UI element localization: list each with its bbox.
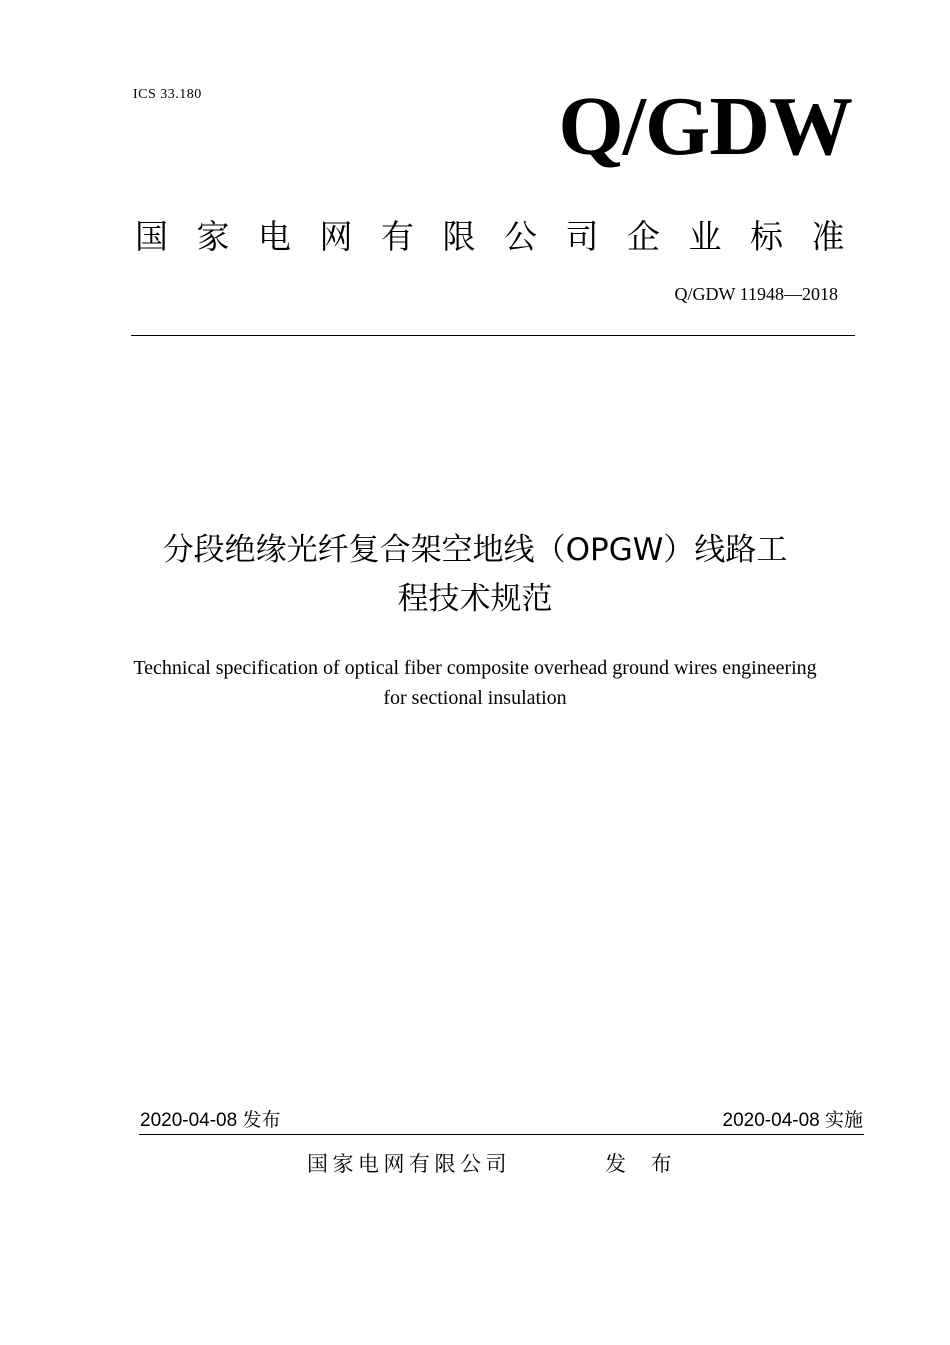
- title-english-line-2: for sectional insulation: [383, 687, 567, 709]
- organization-standard-title: 国家电网有限公司企业标准: [135, 217, 873, 256]
- publisher-name: 国家电网有限公司: [307, 1152, 511, 1176]
- footer-divider: [139, 1134, 864, 1135]
- document-title-english: [90, 653, 860, 713]
- title-chinese-line-2: 程技术规范: [397, 581, 553, 617]
- title-english-line-1: Technical specification of optical fiber composite overhead ground wires engineering: [133, 657, 817, 679]
- standard-number: Q/GDW 11948—2018: [674, 284, 838, 304]
- ics-code: ICS 33.180: [133, 87, 202, 102]
- standard-logo: Q/GDW: [558, 80, 852, 173]
- header-divider: [131, 335, 855, 336]
- title-chinese-line-1: 分段绝缘光纤复合架空地线（OPGW）线路工: [162, 532, 788, 568]
- implementation-date: 2020-04-08 实施: [722, 1110, 863, 1131]
- document-title-chinese: [100, 526, 850, 624]
- issue-date: 2020-04-08 发布: [140, 1110, 281, 1131]
- publish-label: 发 布: [605, 1152, 681, 1176]
